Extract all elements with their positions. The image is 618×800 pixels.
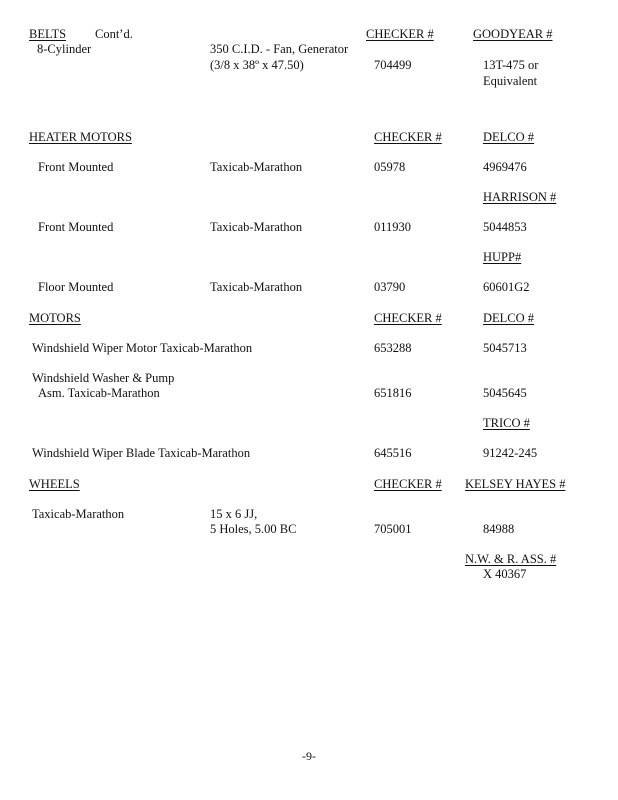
- heater-motors-checker-header: CHECKER #: [374, 130, 442, 144]
- wheels-checker-header: CHECKER #: [374, 477, 442, 491]
- heater-motor-model: Taxicab-Marathon: [210, 220, 303, 234]
- heater-motor-hupp-number: 60601G2: [483, 280, 530, 294]
- belts-checker-header: CHECKER #: [366, 27, 434, 41]
- wheel-spec-line2: 5 Holes, 5.00 BC: [210, 522, 297, 536]
- heater-motor-harrison-number: 5044853: [483, 220, 527, 234]
- wheel-spec-line1: 15 x 6 JJ,: [210, 507, 258, 521]
- belts-continued-label: Cont’d.: [95, 27, 133, 41]
- heater-motor-model: Taxicab-Marathon: [210, 160, 303, 174]
- motor-checker-number: 645516: [374, 446, 412, 460]
- wheels-kelsey-hayes-header: KELSEY HAYES #: [465, 477, 566, 491]
- wheel-kelsey-hayes-number: 84988: [483, 522, 515, 536]
- heater-motor-model: Taxicab-Marathon: [210, 280, 303, 294]
- motor-item: Windshield Wiper Blade Taxicab-Marathon: [32, 446, 251, 460]
- wheel-nwr-ass-number: X 40367: [483, 567, 527, 581]
- motors-trico-header: TRICO #: [483, 416, 530, 430]
- belts-goodyear-header: GOODYEAR #: [473, 27, 553, 41]
- wheel-checker-number: 705001: [374, 522, 412, 536]
- motor-item-line2: Asm. Taxicab-Marathon: [38, 386, 160, 400]
- heater-motor-checker-number: 03790: [374, 280, 406, 294]
- motor-trico-number: 91242-245: [483, 446, 538, 460]
- heater-motor-checker-number: 05978: [374, 160, 406, 174]
- heater-motor-item: Front Mounted: [38, 220, 114, 234]
- heater-motors-delco-header: DELCO #: [483, 130, 535, 144]
- motors-checker-header: CHECKER #: [374, 311, 442, 325]
- motor-item-line1: Windshield Washer & Pump: [32, 371, 175, 385]
- motors-title: MOTORS: [29, 311, 81, 325]
- belts-goodyear-line2: Equivalent: [483, 74, 538, 88]
- page-number: -9-: [302, 749, 316, 763]
- belts-spec-line2: (3/8 x 38º x 47.50): [210, 58, 304, 72]
- wheels-title: WHEELS: [29, 477, 80, 491]
- heater-motors-title: HEATER MOTORS: [29, 130, 132, 144]
- wheel-item: Taxicab-Marathon: [32, 507, 125, 521]
- belts-title: BELTS: [29, 27, 67, 41]
- heater-motor-checker-number: 011930: [374, 220, 412, 234]
- belts-item: 8-Cylinder: [37, 42, 92, 56]
- heater-motors-harrison-header: HARRISON #: [483, 190, 557, 204]
- heater-motors-hupp-header: HUPP#: [483, 250, 522, 264]
- belts-spec-line1: 350 C.I.D. - Fan, Generator: [210, 42, 349, 56]
- motor-item: Windshield Wiper Motor Taxicab-Marathon: [32, 341, 253, 355]
- motor-checker-number: 651816: [374, 386, 412, 400]
- wheels-nwr-ass-header: N.W. & R. ASS. #: [465, 552, 557, 566]
- heater-motor-delco-number: 4969476: [483, 160, 527, 174]
- motors-delco-header: DELCO #: [483, 311, 535, 325]
- belts-checker-number: 704499: [374, 58, 412, 72]
- heater-motor-item: Front Mounted: [38, 160, 114, 174]
- motor-delco-number: 5045713: [483, 341, 527, 355]
- motor-delco-number: 5045645: [483, 386, 527, 400]
- belts-goodyear-line1: 13T-475 or: [483, 58, 539, 72]
- motor-checker-number: 653288: [374, 341, 412, 355]
- heater-motor-item: Floor Mounted: [38, 280, 114, 294]
